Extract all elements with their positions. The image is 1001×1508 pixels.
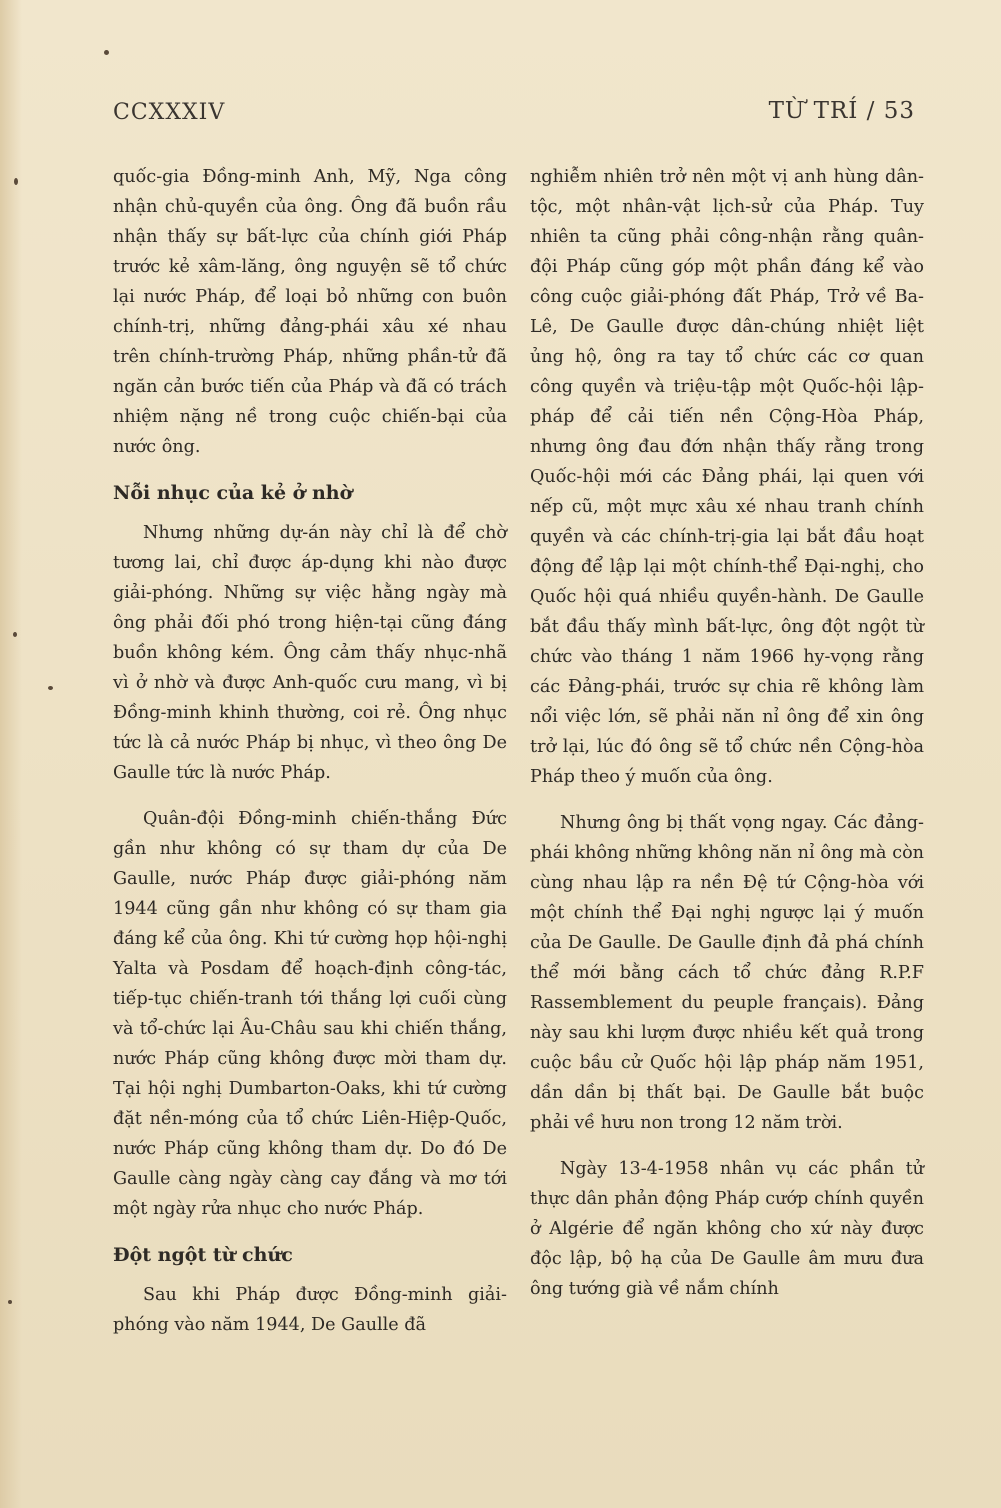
page-header-roman-numeral: CCXXXIV	[113, 100, 226, 125]
paper-speck	[14, 178, 18, 185]
paragraph: quốc-gia Đồng-minh Anh, Mỹ, Nga công nhận chủ-quyền của ông. Ông đã buồn rầu nhận thấy sự bất-lực của chính giới Pháp trước kẻ xâm-lăng, ông nguyện sẽ tổ chức lại nước Pháp, để loại bỏ những con buôn chính-trị, những đảng-phái xâu xé nhau trên chính-trường Pháp, những phần-tử đã ngăn cản bước tiến của Pháp và đã có trách nhiệm nặng nề trong cuộc chiến-bại của nước ông.	[113, 167, 507, 457]
right-column	[530, 162, 924, 1304]
page-header-author-page: TỪ TRÍ / 53	[768, 98, 915, 124]
paper-speck	[104, 50, 109, 55]
paragraph: Nhưng ông bị thất vọng ngay. Các đảng-phái không những không năn nỉ ông mà còn cùng nhau lập ra nền Đệ tứ Cộng-hòa với một chính thể Đại nghị ngược lại ý muốn của De Gaulle. De Gaulle định đả phá chính thể mới bằng cách tổ chức đảng R.P.F Rassemblement du peuple français). Đảng này sau khi lượm được nhiều kết quả trong cuộc bầu cử Quốc hội lập pháp năm 1951, dần dần bị thất bại. De Gaulle bắt buộc phải về hưu non trong 12 năm trời.	[530, 813, 924, 1133]
paragraph: Ngày 13-4-1958 nhân vụ các phần tử thực dân phản động Pháp cướp chính quyền ở Algérie để ngăn không cho xứ này được độc lập, bộ hạ của De Gaulle âm mưu đưa ông tướng già về nắm chính	[530, 1159, 924, 1299]
section-heading: Đột ngột từ chức	[113, 1244, 293, 1266]
paper-speck	[13, 632, 17, 637]
paper-speck	[8, 1300, 12, 1304]
paper-speck	[48, 686, 53, 690]
paragraph: nghiễm nhiên trở nên một vị anh hùng dân-tộc, một nhân-vật lịch-sử của Pháp. Tuy nhiên ta cũng phải công-nhận rằng quân-đội Pháp cũng góp một phần đáng kể vào công cuộc giải-phóng đất Pháp, Trở về Ba-Lê, De Gaulle được dân-chúng nhiệt liệt ủng hộ, ông ra tay tổ chức các cơ quan công quyền và triệu-tập một Quốc-hội lập-pháp để cải tiến nền Cộng-Hòa Pháp, nhưng ông đau đớn nhận thấy rằng trong Quốc-hội mới các Đảng phái, lại quen với nếp cũ, một mực xâu xé nhau tranh chính quyền và các chính-trị-gia lại bắt đầu hoạt động để lập lại một chính-thể Đại-nghị, cho Quốc hội quá nhiều quyền-hành. De Gaulle bắt đầu thấy mình bất-lực, ông đột ngột từ chức vào tháng 1 năm 1966 hy-vọng rằng các Đảng-phái, trước sự chia rẽ không làm nổi việc lớn, sẽ phải năn nỉ ông để xin ông trở lại, lúc đó ông sẽ tổ chức nền Cộng-hòa Pháp theo ý muốn của ông.	[530, 167, 924, 787]
left-column	[113, 162, 507, 1340]
section-heading: Nỗi nhục của kẻ ở nhờ	[113, 482, 353, 504]
paragraph: Quân-đội Đồng-minh chiến-thắng Đức gần như không có sự tham dự của De Gaulle, nước Pháp được giải-phóng năm 1944 cũng gần như không có sự tham gia đáng kể của ông. Khi tứ cường họp hội-nghị Yalta và Posdam để hoạch-định công-tác, tiếp-tục chiến-tranh tới thắng lợi cuối cùng và tổ-chức lại Âu-Châu sau khi chiến thắng, nước Pháp cũng không được mời tham dự. Tại hội nghị Dumbarton-Oaks, khi tứ cường đặt nền-móng của tổ chức Liên-Hiệp-Quốc, nước Pháp cũng không tham dự. Do đó De Gaulle càng ngày càng cay đắng và mơ tới một ngày rửa nhục cho nước Pháp.	[113, 809, 507, 1219]
paragraph: Sau khi Pháp được Đồng-minh giải-phóng vào năm 1944, De Gaulle đã	[113, 1285, 507, 1335]
paragraph: Nhưng những dự-án này chỉ là để chờ tương lai, chỉ được áp-dụng khi nào được giải-phóng. Những sự việc hằng ngày mà ông phải đối phó trong hiện-tại cũng đáng buồn không kém. Ông cảm thấy nhục-nhã vì ở nhờ và được Anh-quốc cưu mang, vì bị Đồng-minh khinh thường, coi rẻ. Ông nhục tức là cả nước Pháp bị nhục, vì theo ông De Gaulle tức là nước Pháp.	[113, 523, 507, 783]
